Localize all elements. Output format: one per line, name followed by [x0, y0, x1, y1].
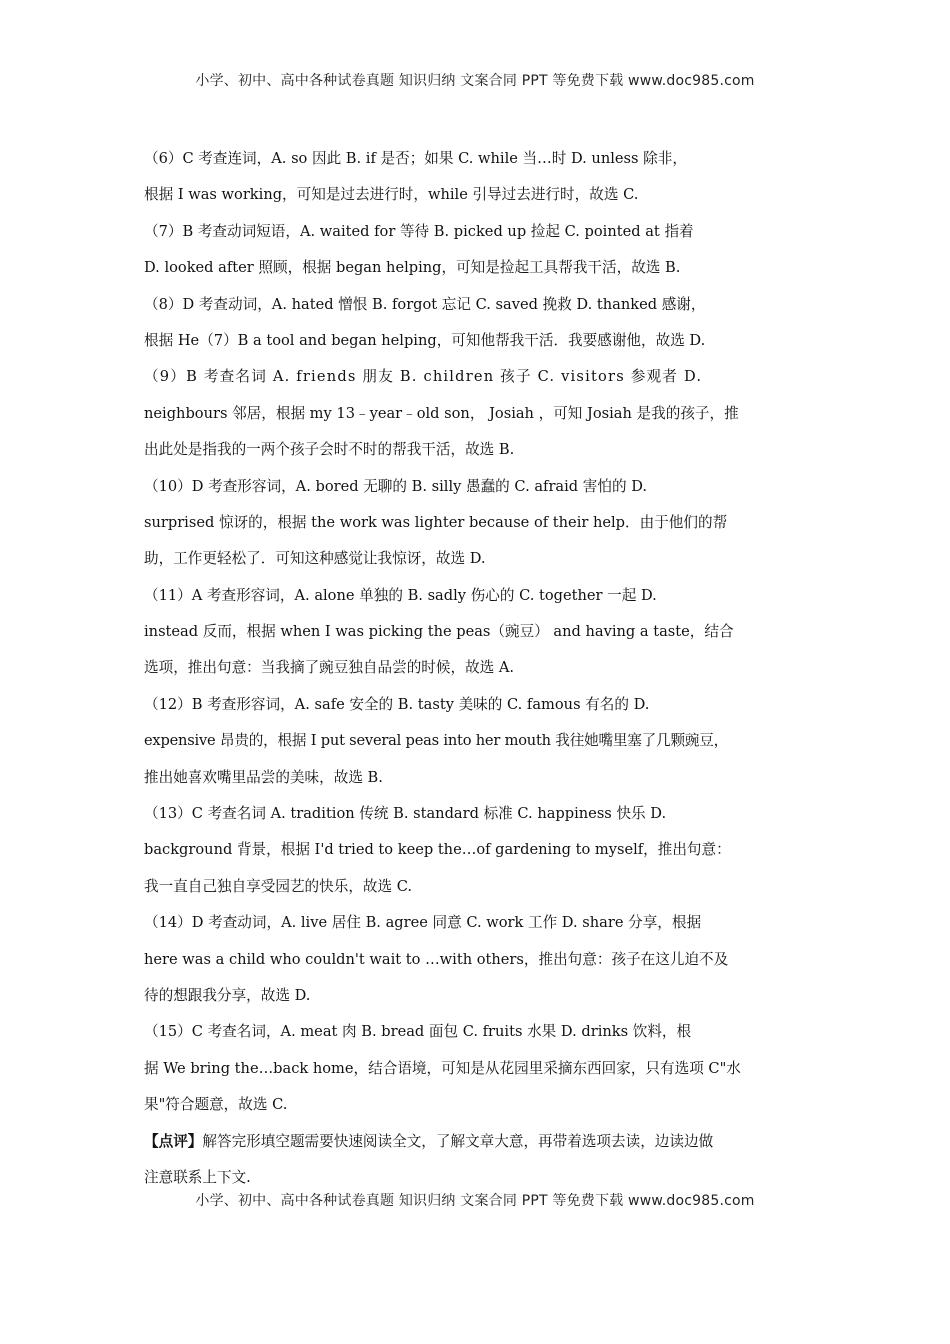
- text-line: 助，工作更轻松了．可知这种感觉让我惊讶，故选 D.: [144, 550, 486, 568]
- text-line: 选项，推出句意：当我摘了豌豆独自品尝的时候，故选 A.: [144, 659, 515, 677]
- text-line: background 背景，根据 I'd tried to keep the…of gardening to myself，推出句意：: [144, 841, 731, 859]
- comment-line: 注意联系上下文.: [144, 1168, 251, 1186]
- text-line: （12）B 考查形容词，A. safe 安全的 B. tasty 美味的 C. famous 有名的 D.: [144, 695, 650, 713]
- text-line: （8）D 考查动词，A. hated 憎恨 B. forgot 忘记 C. saved 挽救 D. thanked 感谢，: [144, 295, 706, 313]
- text-line: （7）B 考查动词短语，A. waited for 等待 B. picked up 捡起 C. pointed at 指着: [144, 222, 694, 240]
- text-line: 据 We bring the…back home，结合语境，可知是从花园里采摘东西回家，只有选项 C"水: [144, 1059, 741, 1077]
- comment-text: 解答完形填空题需要快速阅读全文，了解文章大意，再带着选项去读，边读边做: [202, 1132, 714, 1150]
- text-line: （15）C 考查名词，A. meat 肉 B. bread 面包 C. fruits 水果 D. drinks 饮料，根: [144, 1023, 692, 1041]
- text-line: （6）C 考查连词，A. so 因此 B. if 是否；如果 C. while 当…时 D. unless 除非，: [144, 150, 687, 167]
- comment-label: 【点评】: [144, 1132, 203, 1150]
- text-line: here was a child who couldn't wait to …with others，推出句意：孩子在这儿迫不及: [144, 950, 729, 968]
- text-line: 待的想跟我分享，故选 D.: [144, 986, 311, 1004]
- text-line: 根据 He（7）B a tool and began helping，可知他帮我干活．我要感谢他，故选 D.: [144, 331, 706, 349]
- text-line: （14）D 考查动词，A. live 居住 B. agree 同意 C. work 工作 D. share 分享，根据: [144, 914, 702, 932]
- header-banner: 小学、初中、高中各种试卷真题 知识归纳 文案合同 PPT 等免费下载 www.doc985.com: [195, 73, 755, 89]
- text-line: instead 反而，根据 when I was picking the peas（豌豆） and having a taste，结合: [144, 623, 734, 641]
- comment-line: [144, 1124, 812, 1160]
- text-line: （11）A 考查形容词，A. alone 单独的 B. sadly 伤心的 C. together 一起 D.: [144, 586, 657, 604]
- text-line: 推出她喜欢嘴里品尝的美味，故选 B.: [144, 768, 383, 786]
- text-line: （10）D 考查形容词，A. bored 无聊的 B. silly 愚蠢的 C. afraid 害怕的 D.: [144, 477, 648, 495]
- answer-explanations: [144, 141, 812, 1196]
- text-line: （9）B 考查名词 A. friends 朋友 B. children 孩子 C. visitors 参观者 D.: [144, 368, 703, 386]
- text-line: 根据 I was working，可知是过去进行时，while 引导过去进行时，故选 C.: [144, 186, 639, 204]
- text-line: D. looked after 照顾，根据 began helping，可知是捡起工具帮我干活，故选 B.: [144, 259, 681, 277]
- text-line: expensive 昂贵的，根据 I put several peas into her mouth 我往她嘴里塞了几颗豌豆，: [144, 732, 729, 750]
- text-line: surprised 惊讶的，根据 the work was lighter because of their help．由于他们的帮: [144, 513, 728, 531]
- text-line: 果"符合题意，故选 C.: [144, 1096, 288, 1114]
- text-line: neighbours 邻居，根据 my 13﹣year﹣old son， Josiah ，可知 Josiah 是我的孩子，推: [144, 404, 739, 422]
- text-line: （13）C 考查名词 A. tradition 传统 B. standard 标准 C. happiness 快乐 D.: [144, 805, 667, 823]
- text-line: 我一直自己独自享受园艺的快乐，故选 C.: [144, 877, 413, 895]
- footer-banner: 小学、初中、高中各种试卷真题 知识归纳 文案合同 PPT 等免费下载 www.doc985.com: [195, 1193, 755, 1209]
- text-line: 出此处是指我的一两个孩子会时不时的帮我干活，故选 B.: [144, 441, 515, 459]
